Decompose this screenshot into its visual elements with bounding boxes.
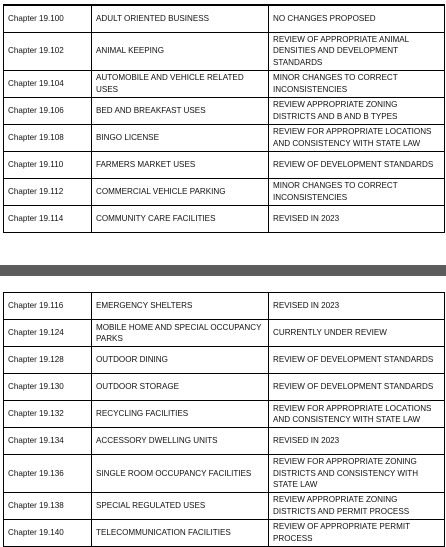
table-row <box>4 205 445 232</box>
chapter-title: OUTDOOR DINING <box>92 347 269 374</box>
chapter-number: Chapter 19.138 <box>4 492 92 519</box>
chapter-status: MINOR CHANGES TO CORRECT INCONSISTENCIES <box>269 70 445 97</box>
chapter-title: RECYCLING FACILITIES <box>92 401 269 428</box>
chapter-title: FARMERS MARKET USES <box>92 151 269 178</box>
chapter-title: EMERGENCY SHELTERS <box>92 293 269 320</box>
chapter-number: Chapter 19.102 <box>4 32 92 70</box>
chapter-status: REVISED IN 2023 <box>269 293 445 320</box>
chapter-status: REVIEW FOR APPROPRIATE LOCATIONS AND CONSISTENCY WITH STATE LAW <box>269 401 445 428</box>
chapter-status: REVIEW FOR APPROPRIATE ZONING DISTRICTS AND CONSISTENCY WITH STATE LAW <box>269 455 445 493</box>
table-row <box>4 178 445 205</box>
table-row <box>4 70 445 97</box>
chapter-status: REVIEW OF DEVELOPMENT STANDARDS <box>269 374 445 401</box>
chapter-number: Chapter 19.136 <box>4 455 92 493</box>
chapter-status: MINOR CHANGES TO CORRECT INCONSISTENCIES <box>269 178 445 205</box>
chapter-table-top <box>3 4 445 233</box>
chapter-title: ADULT ORIENTED BUSINESS <box>92 5 269 32</box>
table-row <box>4 519 445 546</box>
chapter-number: Chapter 19.106 <box>4 97 92 124</box>
chapter-title: ACCESSORY DWELLING UNITS <box>92 428 269 455</box>
chapter-title: SINGLE ROOM OCCUPANCY FACILITIES <box>92 455 269 493</box>
chapter-table-bottom <box>3 292 445 547</box>
chapter-status: REVISED IN 2023 <box>269 428 445 455</box>
chapter-number: Chapter 19.128 <box>4 347 92 374</box>
chapter-title: ANIMAL KEEPING <box>92 32 269 70</box>
chapter-number: Chapter 19.130 <box>4 374 92 401</box>
chapter-title: OUTDOOR STORAGE <box>92 374 269 401</box>
table-row <box>4 293 445 320</box>
chapter-number: Chapter 19.114 <box>4 205 92 232</box>
chapter-title: COMMUNITY CARE FACILITIES <box>92 205 269 232</box>
table-row <box>4 97 445 124</box>
chapter-number: Chapter 19.110 <box>4 151 92 178</box>
table-row <box>4 455 445 493</box>
chapter-number: Chapter 19.116 <box>4 293 92 320</box>
chapter-title: AUTOMOBILE AND VEHICLE RELATED USES <box>92 70 269 97</box>
table-row <box>4 374 445 401</box>
table-row <box>4 320 445 347</box>
chapter-status: REVIEW APPROPRIATE ZONING DISTRICTS AND PERMIT PROCESS <box>269 492 445 519</box>
chapter-title: SPECIAL REGULATED USES <box>92 492 269 519</box>
table-row <box>4 151 445 178</box>
table-row <box>4 401 445 428</box>
chapter-status: REVIEW OF DEVELOPMENT STANDARDS <box>269 347 445 374</box>
chapter-number: Chapter 19.104 <box>4 70 92 97</box>
chapter-status: REVIEW FOR APPROPRIATE LOCATIONS AND CONSISTENCY WITH STATE LAW <box>269 124 445 151</box>
chapter-title: COMMERCIAL VEHICLE PARKING <box>92 178 269 205</box>
chapter-status: REVIEW OF DEVELOPMENT STANDARDS <box>269 151 445 178</box>
chapter-status: REVIEW OF APPROPRIATE PERMIT PROCESS <box>269 519 445 546</box>
table-row <box>4 32 445 70</box>
chapter-number: Chapter 19.108 <box>4 124 92 151</box>
chapter-status: REVIEW OF APPROPRIATE ANIMAL DENSITIES AND DEVELOPMENT STANDARDS <box>269 32 445 70</box>
table-row <box>4 428 445 455</box>
table-row <box>4 124 445 151</box>
chapter-number: Chapter 19.134 <box>4 428 92 455</box>
table-row <box>4 492 445 519</box>
chapter-status: REVISED IN 2023 <box>269 205 445 232</box>
chapter-title: MOBILE HOME AND SPECIAL OCCUPANCY PARKS <box>92 320 269 347</box>
section-divider <box>0 265 446 276</box>
chapter-number: Chapter 19.112 <box>4 178 92 205</box>
chapter-title: BED AND BREAKFAST USES <box>92 97 269 124</box>
table-row <box>4 5 445 32</box>
chapter-number: Chapter 19.140 <box>4 519 92 546</box>
chapter-number: Chapter 19.100 <box>4 5 92 32</box>
chapter-title: BINGO LICENSE <box>92 124 269 151</box>
chapter-title: TELECOMMUNICATION FACILITIES <box>92 519 269 546</box>
chapter-status: CURRENTLY UNDER REVIEW <box>269 320 445 347</box>
chapter-status: NO CHANGES PROPOSED <box>269 5 445 32</box>
table-row <box>4 347 445 374</box>
chapter-number: Chapter 19.132 <box>4 401 92 428</box>
chapter-number: Chapter 19.124 <box>4 320 92 347</box>
chapter-status: REVIEW APPROPRIATE ZONING DISTRICTS AND B AND B TYPES <box>269 97 445 124</box>
